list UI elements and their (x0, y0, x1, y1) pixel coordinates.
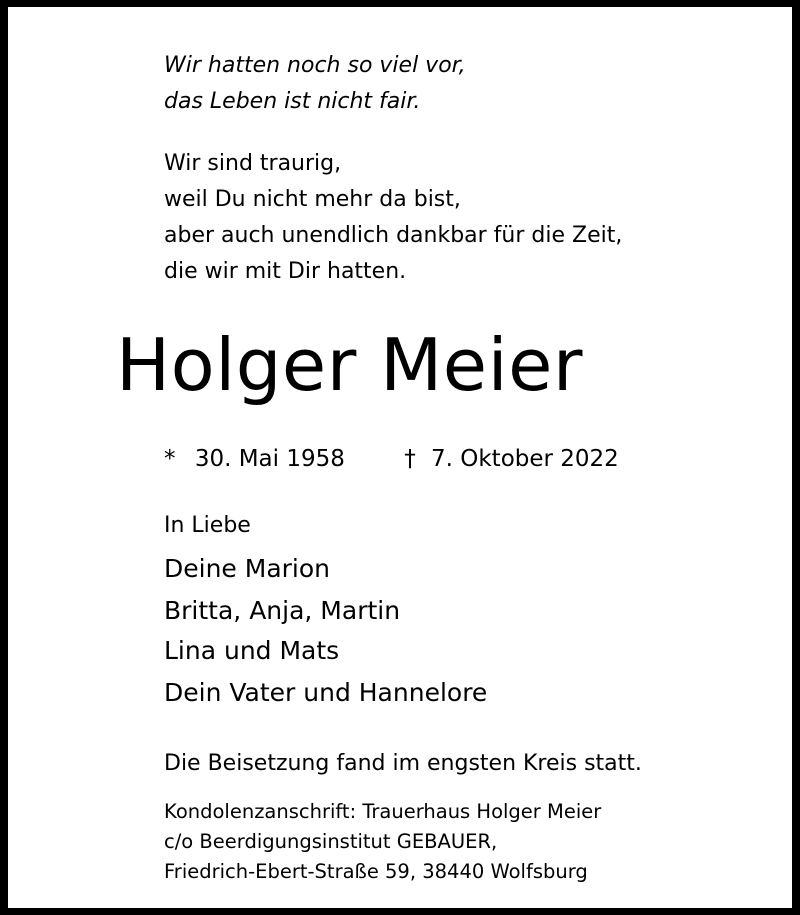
mourner-line-1: Deine Marion (164, 554, 331, 583)
quote-line-2: das Leben ist nicht fair. (164, 89, 421, 114)
birth-date: 30. Mai 1958 (194, 446, 345, 472)
birth-symbol: * (164, 446, 176, 472)
mourner-line-3: Lina und Mats (164, 636, 340, 665)
text-line-4: die wir mit Dir hatten. (164, 259, 407, 284)
condolence-line-1: Kondolenzanschrift: Trauerhaus Holger Meier (164, 800, 602, 823)
death-symbol: † (404, 446, 416, 472)
condolence-line-3: Friedrich-Ebert-Straße 59, 38440 Wolfsburg (164, 860, 588, 883)
quote-line-1: Wir hatten noch so viel vor, (164, 53, 466, 78)
text-line-3: aber auch unendlich dankbar für die Zeit, (164, 223, 623, 248)
life-dates (164, 446, 619, 472)
death-date: 7. Oktober 2022 (431, 446, 619, 472)
text-line-1: Wir sind traurig, (164, 151, 342, 176)
mourner-line-4: Dein Vater und Hannelore (164, 678, 488, 707)
deceased-name: Holger Meier (116, 323, 584, 407)
mourner-line-2: Britta, Anja, Martin (164, 596, 401, 625)
funeral-note: Die Beisetzung fand im engsten Kreis statt. (164, 751, 642, 776)
mourners-intro: In Liebe (164, 513, 251, 538)
text-line-2: weil Du nicht mehr da bist, (164, 187, 461, 212)
condolence-line-2: c/o Beerdigungsinstitut GEBAUER, (164, 830, 498, 853)
